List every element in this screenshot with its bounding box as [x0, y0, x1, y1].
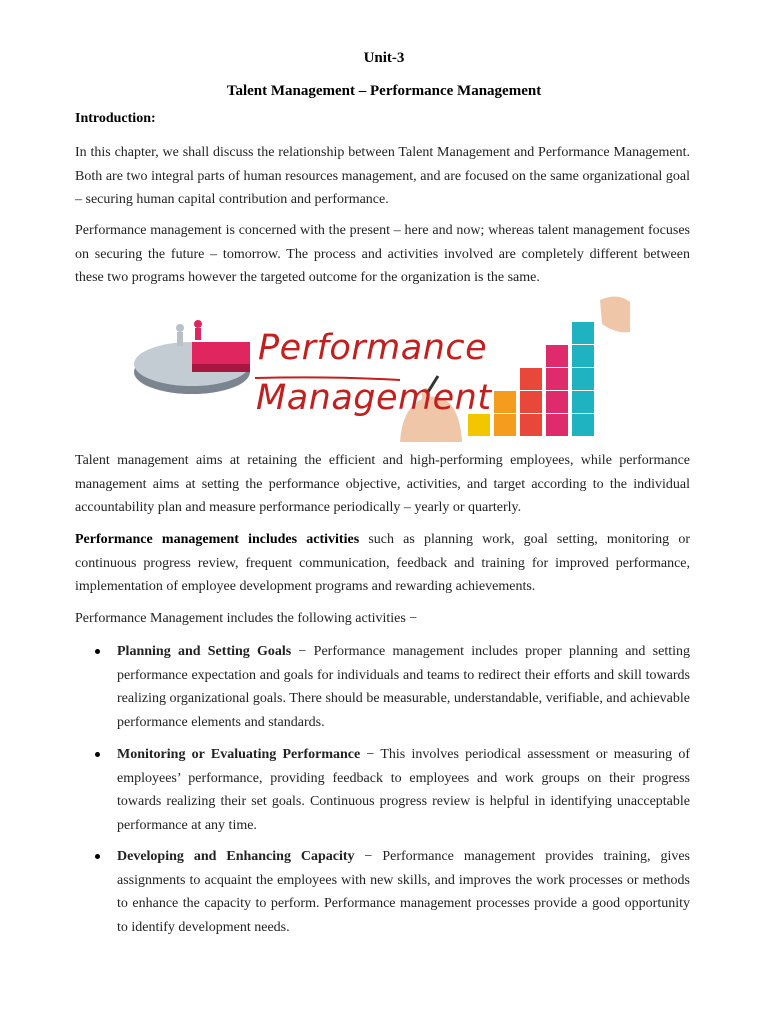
activities-rest: such as planning work, goal setting, monitoring or continuous progress review, frequent communication, feedback and training for improved performance, implementation of employee development programs and rewarding achievements.	[75, 532, 690, 594]
body-paragraph-list-intro: Performance Management includes the following activities −	[75, 611, 418, 626]
intro-paragraph-1: In this chapter, we shall discuss the relationship between Talent Management and Performance Management. Both are two integral parts of human resources management, and are focused on the same organizational goal – securing human capital contribution and performance.	[75, 145, 690, 207]
illustration-word-performance: Performance	[258, 328, 488, 368]
bullet-dot-icon	[95, 649, 100, 654]
list-item-bold: Planning and Setting Goals	[117, 644, 292, 659]
list-item-text	[117, 845, 690, 939]
bullet-dot-icon	[95, 752, 100, 757]
page-title: Talent Management – Performance Management	[226, 83, 542, 99]
list-item-text	[117, 743, 690, 837]
illustration-word-management: Management	[256, 378, 492, 418]
list-item-rest: − This involves periodical assessment or measuring of employees’ performance, providing feedback to employees and work groups on their progress towards realizing their set goals. Continuous progress review is helpful in identifying unacceptable performance at any time.	[117, 747, 690, 833]
list-item-bold: Monitoring or Evaluating Performance	[117, 747, 361, 762]
list-item-bold: Developing and Enhancing Capacity	[117, 849, 355, 864]
list-item-rest: − Performance management provides training, gives assignments to acquaint the employees with new skills, and improves the work processes or methods to enhance the capacity to perform. Performance management processes provide a good opportunity to identify development needs.	[117, 849, 690, 935]
introduction-heading: Introduction:	[75, 111, 156, 126]
list-item-text	[117, 640, 690, 734]
list-item-rest: − Performance management includes proper planning and setting performance expectation and goals for individuals and teams to redirect their efforts and skill towards realizing organizational goals. There should be measurable, understandable, verifiable, and achievable performance elements and standards.	[117, 644, 690, 730]
body-paragraph-activities	[75, 528, 690, 599]
bullet-dot-icon	[95, 854, 100, 859]
unit-heading: Unit-3	[363, 50, 405, 66]
intro-paragraph-2: Performance management is concerned with the present – here and now; whereas talent management focuses on securing the future – tomorrow. The process and activities involved are completely different between these two programs however the targeted outcome for the organization is the same.	[75, 223, 690, 285]
illustration-graphic	[130, 292, 635, 444]
activities-bold-lead: Performance management includes activities	[75, 532, 360, 547]
body-paragraph-talent: Talent management aims at retaining the efficient and high-performing employees, while performance management aims at setting the performance objective, activities, and target according to the individual accountability plan and measure performance periodically – yearly or quarterly.	[75, 453, 690, 515]
